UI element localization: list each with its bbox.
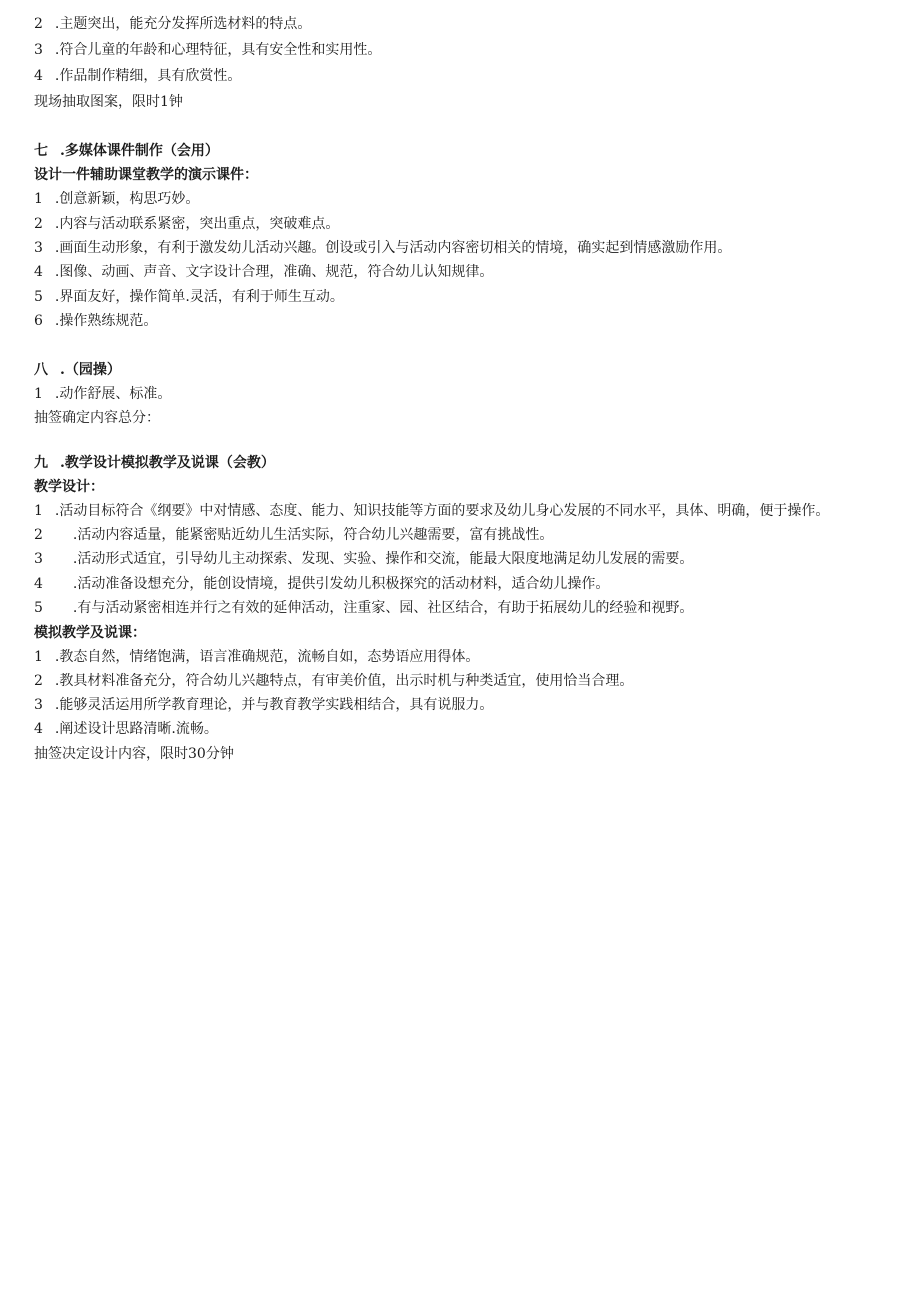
item-number: 3 [34,551,43,567]
section-8-heading [34,361,121,379]
section-title: .教学设计模拟教学及说课（会教） [60,455,275,471]
criteria-item [34,239,731,257]
criteria-item [34,502,829,520]
item-text: .活动目标符合《纲要》中对情感、态度、能力、知识技能等方面的要求及幼儿身心发展的不同水平，具体、明确，便于操作。 [54,503,830,519]
item-number: 4 [34,264,43,280]
section-number: 七 [34,143,48,159]
item-text: .教具材料准备充分，符合幼儿兴趣特点，有审美价值，出示时机与种类适宜，使用恰当合理。 [54,673,634,689]
item-text: .创意新颖，构思巧妙。 [54,191,200,207]
criteria-item [34,385,171,403]
item-number: 2 [34,16,43,32]
criteria-item [34,575,609,593]
item-number: 5 [34,289,43,305]
item-number: 4 [34,68,43,84]
section-title: .多媒体课件制作（会用） [60,143,219,159]
item-text: .活动准备设想充分，能创设情境，提供引发幼儿积极探究的活动材料，适合幼儿操作。 [72,576,610,592]
item-number: 3 [34,42,43,58]
criteria-item [34,550,693,568]
item-text: .作品制作精细，具有欣赏性。 [54,68,242,84]
item-text: .阐述设计思路清晰.流畅。 [54,721,218,737]
section-title: .（园操） [60,362,121,378]
section-number: 九 [34,455,48,471]
criteria-item [34,672,633,690]
criteria-item [34,67,241,85]
item-number: 1 [34,191,43,207]
criteria-item [34,215,339,233]
item-number: 1 [34,503,43,519]
item-text: .活动内容适量，能紧密贴近幼儿生活实际，符合幼儿兴趣需要，富有挑战性。 [72,527,554,543]
criteria-item [34,312,157,330]
section-9-heading [34,454,275,472]
item-number: 1 [34,386,43,402]
item-number: 3 [34,240,43,256]
criteria-item [34,720,218,738]
section-7-subheading: 设计一件辅助课堂教学的演示课件： [34,167,258,183]
criteria-item [34,648,479,666]
item-number: 2 [34,216,43,232]
item-number: 6 [34,313,43,329]
item-number: 4 [34,576,43,592]
item-number: 5 [34,600,43,616]
design-subheading: 教学设计： [34,479,104,495]
criteria-item [34,263,493,281]
section-note: 现场抽取图案，限时1钟 [34,94,183,110]
item-text: .内容与活动联系紧密，突出重点，突破难点。 [54,216,340,232]
item-text: .界面友好，操作简单.灵活，有利于师生互动。 [54,289,344,305]
section-note: 抽签决定设计内容，限时30分钟 [34,746,234,762]
criteria-item [34,696,493,714]
item-text: .有与活动紧密相连并行之有效的延伸活动，注重家、园、社区结合，有助于拓展幼儿的经验和视野。 [72,600,694,616]
item-number: 2 [34,527,43,543]
item-text: .活动形式适宜，引导幼儿主动探索、发现、实验、操作和交流，能最大限度地满足幼儿发展的需要。 [72,551,694,567]
section-note: 抽签确定内容总分： [34,410,160,426]
item-number: 1 [34,649,43,665]
item-text: .主题突出，能充分发挥所选材料的特点。 [54,16,312,32]
item-number: 3 [34,697,43,713]
section-7-heading [34,142,219,160]
criteria-item [34,41,381,59]
criteria-item [34,15,311,33]
criteria-item [34,288,344,306]
item-text: .能够灵活运用所学教育理论，并与教育教学实践相结合，具有说服力。 [54,697,494,713]
teaching-subheading: 模拟教学及说课： [34,625,146,641]
item-number: 2 [34,673,43,689]
item-text: .教态自然，情绪饱满，语言准确规范，流畅自如，态势语应用得体。 [54,649,480,665]
criteria-item [34,599,693,617]
section-number: 八 [34,362,48,378]
item-text: .画面生动形象，有利于激发幼儿活动兴趣。创设或引入与活动内容密切相关的情境，确实起到情感激励作用。 [54,240,732,256]
item-number: 4 [34,721,43,737]
item-text: .图像、动画、声音、文字设计合理，准确、规范，符合幼儿认知规律。 [54,264,494,280]
criteria-item [34,526,553,544]
item-text: .操作熟练规范。 [54,313,158,329]
item-text: .符合儿童的年龄和心理特征，具有安全性和实用性。 [54,42,382,58]
item-text: .动作舒展、标准。 [54,386,172,402]
criteria-item [34,190,199,208]
